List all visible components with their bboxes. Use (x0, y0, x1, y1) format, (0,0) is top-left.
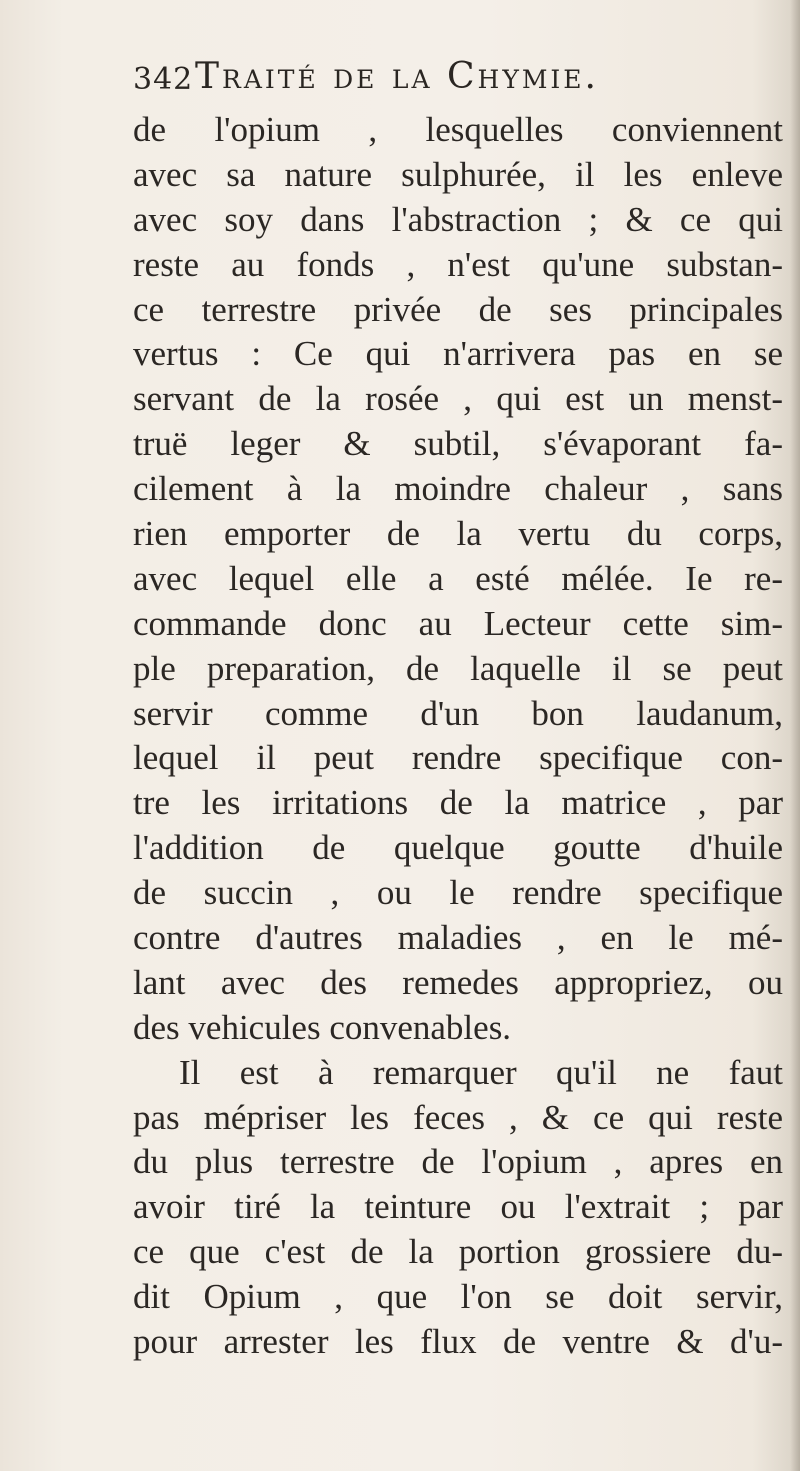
text-line: tre les irritations de la matrice , par (133, 783, 783, 823)
text-line: ce que c'est de la portion grossiere du- (133, 1232, 783, 1272)
text-line: de succin , ou le rendre specifique (133, 873, 783, 913)
text-line: servir comme d'un bon laudanum, (133, 693, 783, 733)
text-line-paragraph-start: Il est à remarquer qu'il ne faut (179, 1052, 783, 1092)
page-number: 342 (133, 62, 194, 97)
text-line: avec lequel elle a esté mélée. Ie re- (133, 558, 783, 598)
text-line: avoir tiré la teinture ou l'extrait ; par (133, 1187, 783, 1227)
text-line: servant de la rosée , qui est un menst- (133, 379, 783, 419)
text-line: dit Opium , que l'on se doit servir, (133, 1277, 783, 1317)
text-line: l'addition de quelque goutte d'huile (133, 828, 783, 868)
text-line: ple preparation, de laquelle il se peut (133, 648, 783, 688)
text-line: cilement à la moindre chaleur , sans (133, 469, 783, 509)
text-line: lant avec des remedes appropriez, ou (133, 962, 783, 1002)
body-text (133, 108, 793, 1365)
text-line: vertus : Ce qui n'arrivera pas en se (133, 334, 783, 374)
text-line: rien emporter de la vertu du corps, (133, 514, 783, 554)
text-line: pour arrester les flux de ventre & d'u- (133, 1322, 783, 1362)
running-header (133, 52, 733, 102)
text-line-paragraph-end: des vehicules convenables. (133, 1007, 512, 1047)
text-line: ce terrestre privée de ses principales (133, 289, 783, 329)
text-line: reste au fonds , n'est qu'une substan- (133, 244, 783, 284)
text-line: pas mépriser les feces , & ce qui reste (133, 1097, 783, 1137)
text-line: lequel il peut rendre specifique con- (133, 738, 783, 778)
text-line: contre d'autres maladies , en le mé- (133, 918, 783, 958)
text-line: avec soy dans l'abstraction ; & ce qui (133, 199, 783, 239)
running-title: Traité de la Chymie. (195, 56, 599, 97)
text-line: de l'opium , lesquelles conviennent (133, 110, 783, 149)
text-line: du plus terrestre de l'opium , apres en (133, 1142, 783, 1182)
text-line: commande donc au Lecteur cette sim- (133, 603, 783, 643)
text-line: avec sa nature sulphurée, il les enleve (133, 154, 783, 194)
text-line: truë leger & subtil, s'évaporant fa- (133, 424, 783, 464)
